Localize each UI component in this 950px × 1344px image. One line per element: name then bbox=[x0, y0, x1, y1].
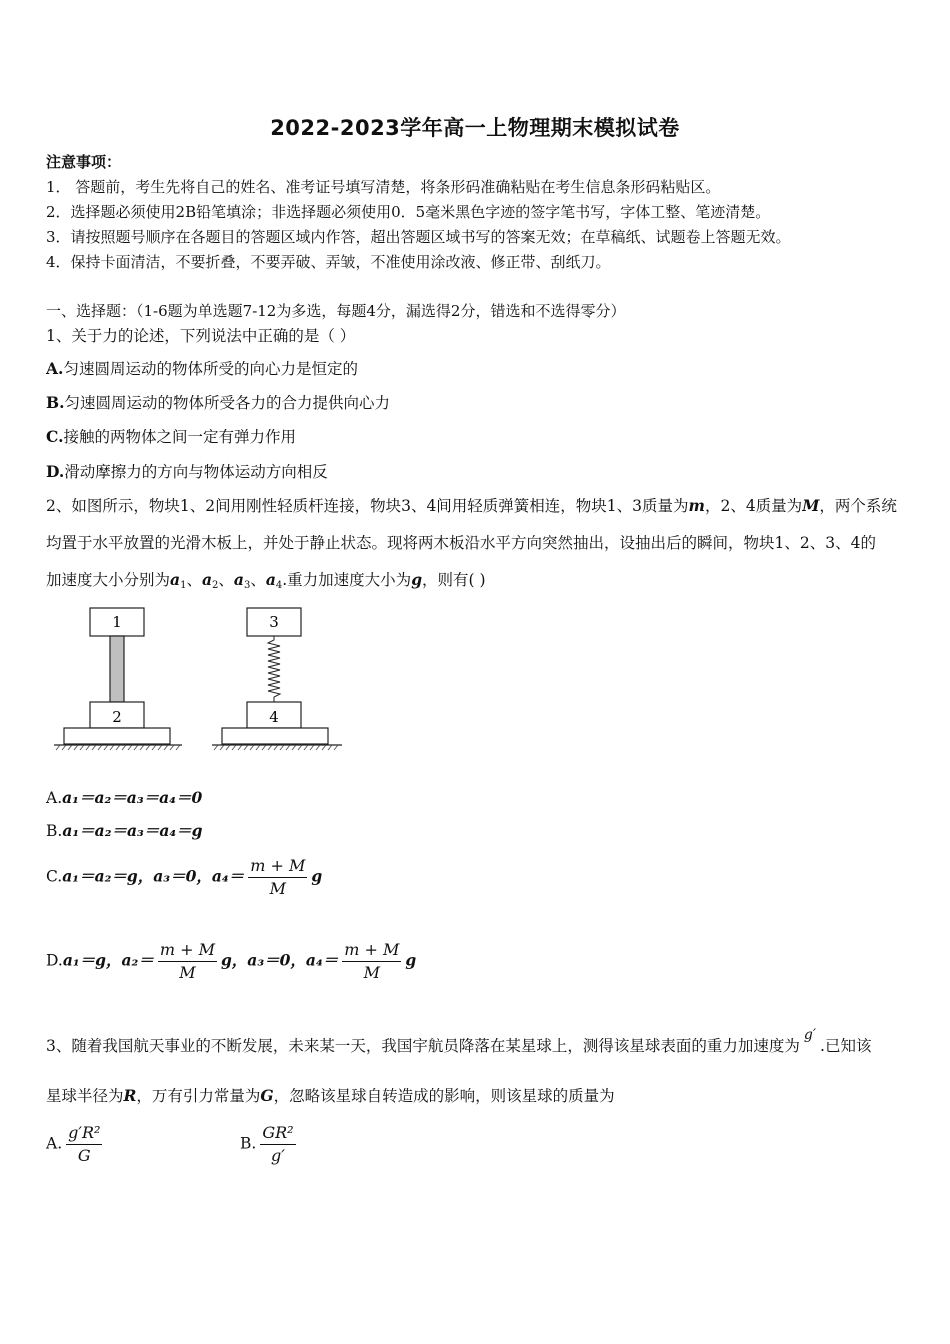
block-4-label: 4 bbox=[269, 708, 279, 726]
var-g: g bbox=[405, 950, 417, 970]
fraction-numerator: m + M bbox=[342, 939, 401, 962]
subscript: 1 bbox=[180, 580, 187, 591]
text: .重力加速度大小为 bbox=[282, 571, 412, 589]
option-label: D. bbox=[46, 951, 63, 970]
rigid-rod bbox=[110, 636, 124, 702]
text: 2、如图所示，物块1、2间用刚性轻质杆连接，物块3、4间用轻质弹簧相连，物块1、3质量为 bbox=[46, 497, 689, 515]
q1-stem: 1、关于力的论述，下列说法中正确的是（ ） bbox=[46, 327, 356, 345]
option-text: a₁＝g，a₂＝ bbox=[62, 950, 154, 970]
option-label: B. bbox=[240, 1134, 257, 1153]
option-text: 滑动摩擦力的方向与物体运动方向相反 bbox=[64, 463, 328, 481]
block-3-label: 3 bbox=[269, 613, 279, 631]
option-label: C. bbox=[46, 867, 63, 886]
text: 星球半径为 bbox=[46, 1087, 124, 1105]
q1-option-a bbox=[46, 358, 358, 380]
option-label: D. bbox=[46, 462, 65, 481]
fraction bbox=[158, 939, 217, 984]
option-text: a₁＝a₂＝g，a₃＝0，a₄＝ bbox=[62, 866, 245, 886]
board-left bbox=[64, 728, 170, 744]
notice-item-3: 3．请按照题号顺序在各题目的答题区域内作答，超出答题区域书写的答案无效；在草稿纸、试题卷上答题无效。 bbox=[46, 228, 791, 246]
fraction-numerator: m + M bbox=[158, 939, 217, 962]
subscript: 3 bbox=[243, 580, 251, 591]
page-title: 2022-2023学年高一上物理期末模拟试卷 bbox=[270, 116, 680, 140]
text: ，万有引力常量为 bbox=[136, 1087, 261, 1105]
q2-option-a bbox=[46, 787, 202, 809]
option-text: a₁＝a₂＝a₃＝a₄＝0 bbox=[62, 788, 203, 807]
board-right bbox=[222, 728, 328, 744]
fraction-denominator: G bbox=[77, 1146, 91, 1165]
fraction-denominator: M bbox=[363, 963, 381, 982]
q2-stem-line1 bbox=[46, 495, 897, 517]
notice-item-4: 4．保持卡面清洁，不要折叠，不要弄破、弄皱，不准使用涂改液、修正带、刮纸刀。 bbox=[46, 253, 611, 271]
text: 、 bbox=[250, 571, 266, 589]
var-G: G bbox=[260, 1086, 274, 1105]
ground-hatch-left bbox=[56, 745, 180, 750]
fraction bbox=[248, 855, 307, 900]
var-a: a bbox=[233, 570, 244, 589]
var-gprime: g′ bbox=[803, 1027, 817, 1043]
q1-option-c bbox=[46, 426, 296, 448]
fraction-denominator: M bbox=[269, 879, 286, 898]
q2-option-d bbox=[46, 939, 416, 984]
q2-option-c bbox=[46, 855, 322, 900]
q1-option-b bbox=[46, 392, 390, 414]
fraction bbox=[342, 939, 401, 984]
q2-stem-line2: 均置于水平放置的光滑木板上，并处于静止状态。现将两木板沿水平方向突然抽出，设抽出后的瞬间，物块1、2、3、4的 bbox=[46, 534, 876, 552]
option-label: A. bbox=[46, 359, 64, 378]
option-label: A. bbox=[46, 789, 63, 807]
fraction-numerator: g′R² bbox=[66, 1122, 102, 1145]
option-text: 匀速圆周运动的物体所受的向心力是恒定的 bbox=[63, 360, 358, 378]
text: ，则有( ) bbox=[422, 571, 486, 589]
var-g: g bbox=[411, 570, 423, 589]
text: 加速度大小分别为 bbox=[46, 571, 171, 589]
section-heading: 一、选择题：（1-6题为单选题7-12为多选，每题4分，漏选得2分，错选和不选得零分） bbox=[46, 302, 626, 320]
q1-option-d bbox=[46, 461, 328, 483]
var-g: g bbox=[311, 866, 323, 886]
spring bbox=[268, 636, 280, 702]
option-label: B. bbox=[46, 822, 63, 840]
option-text: g，a₃＝0，a₄＝ bbox=[220, 950, 339, 970]
q2-option-b bbox=[46, 820, 203, 842]
q3-stem-line1 bbox=[46, 1027, 872, 1058]
fraction-denominator: g′ bbox=[271, 1146, 285, 1165]
var-m: m bbox=[688, 496, 705, 515]
text: 3、随着我国航天事业的不断发展，未来某一天，我国宇航员降落在某星球上，测得该星球表面的重力加速度为 bbox=[46, 1037, 800, 1055]
q2-stem-line3 bbox=[46, 569, 486, 597]
text: ，两个系统 bbox=[819, 497, 897, 515]
notice-item-2: 2．选择题必须使用2B铅笔填涂；非选择题必须使用0．5毫米黑色字迹的签字笔书写，字体工整、笔迹清楚。 bbox=[46, 203, 771, 221]
option-text: 匀速圆周运动的物体所受各力的合力提供向心力 bbox=[64, 394, 391, 412]
fraction-numerator: m + M bbox=[248, 855, 307, 878]
option-text: a₁＝a₂＝a₃＝a₄＝g bbox=[62, 821, 203, 840]
option-label: B. bbox=[46, 393, 65, 412]
q3-stem-line2 bbox=[46, 1085, 615, 1107]
q2-figure bbox=[50, 604, 350, 754]
var-a: a bbox=[170, 570, 181, 589]
fraction bbox=[66, 1122, 102, 1167]
option-text: 接触的两物体之间一定有弹力作用 bbox=[63, 428, 296, 446]
fraction-numerator: GR² bbox=[260, 1122, 295, 1145]
notice-heading: 注意事项： bbox=[46, 153, 122, 171]
text: ，2、4质量为 bbox=[704, 497, 803, 515]
option-label: C. bbox=[46, 427, 64, 446]
var-M: M bbox=[802, 496, 820, 515]
text: 、 bbox=[218, 571, 234, 589]
text: ，忽略该星球自转造成的影响，则该星球的质量为 bbox=[273, 1087, 615, 1105]
block-2-label: 2 bbox=[112, 708, 122, 726]
var-a: a bbox=[265, 570, 276, 589]
var-a: a bbox=[201, 570, 212, 589]
option-label: A. bbox=[46, 1134, 63, 1153]
text: 、 bbox=[186, 571, 202, 589]
subscript: 2 bbox=[212, 580, 219, 591]
subscript: 4 bbox=[275, 580, 283, 591]
block-1-label: 1 bbox=[112, 613, 122, 631]
var-R: R bbox=[123, 1086, 137, 1105]
text: .已知该 bbox=[820, 1037, 872, 1055]
fraction bbox=[260, 1122, 295, 1167]
q3-option-a bbox=[46, 1122, 106, 1167]
ground-hatch-right bbox=[214, 745, 338, 750]
notice-item-1: 1． 答题前，考生先将自己的姓名、准考证号填写清楚，将条形码准确粘贴在考生信息条形码粘贴区。 bbox=[46, 178, 721, 196]
q3-option-b bbox=[240, 1122, 300, 1167]
fraction-denominator: M bbox=[179, 963, 196, 982]
